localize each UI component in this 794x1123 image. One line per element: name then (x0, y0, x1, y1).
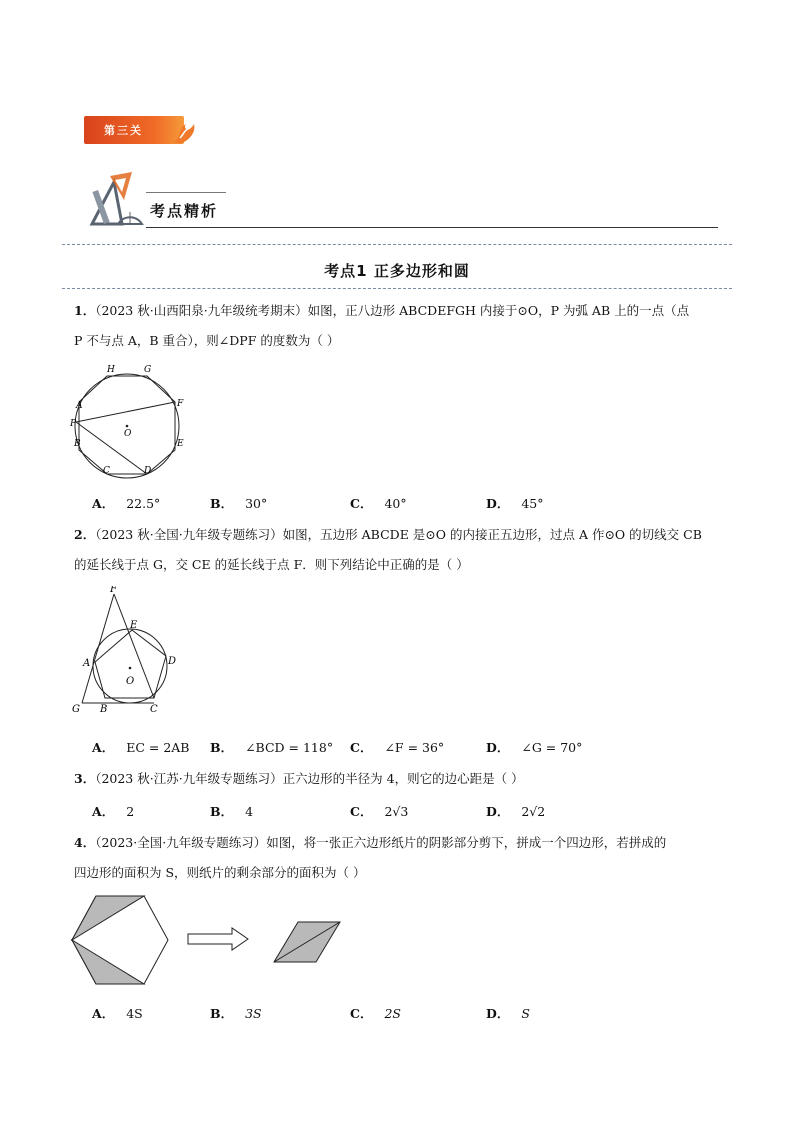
option-b[interactable]: B． 3S (210, 1006, 262, 1021)
question-2-pentagon-figure (68, 586, 188, 716)
option-a[interactable]: A． 2 (92, 804, 135, 819)
flame-swirl-icon (172, 116, 198, 146)
question-1-options (92, 494, 652, 512)
label-C: C (103, 466, 110, 476)
question-2-line-1 (74, 526, 702, 544)
question-1-number: 1． (74, 303, 96, 318)
question-2-line-2 (74, 556, 469, 574)
section-header (84, 168, 718, 230)
question-3-number: 3． (74, 771, 96, 786)
option-d[interactable]: D． ∠G = 70° (486, 740, 583, 755)
label-G: G (144, 365, 152, 375)
geometry-tools-icon (84, 168, 144, 230)
question-4-line-2 (74, 864, 366, 882)
option-d[interactable]: D． 2√2 (486, 804, 546, 819)
option-d[interactable]: D． S (486, 1006, 530, 1021)
header-rule (146, 227, 718, 228)
question-1-text-1: （2023 秋·山西阳泉·九年级统考期末）如图，正八边形 ABCDEFGH 内接于⊙O，P 为弧 AB 上的一点（点 (95, 303, 690, 318)
question-1-octagon-figure (70, 360, 194, 480)
option-d[interactable]: D． 45° (486, 496, 544, 511)
option-c[interactable]: C． 40° (350, 496, 407, 511)
label-E2: E (130, 620, 138, 631)
label-O2: O (126, 676, 135, 687)
dashed-divider-top (62, 244, 732, 245)
question-2-text-1: （2023 秋·全国·九年级专题练习）如图，五边形 ABCDE 是⊙O 的内接正五边形，过点 A 作⊙O 的切线交 CB (95, 527, 702, 542)
question-4-hexagon-figure (70, 894, 350, 990)
label-O: O (124, 429, 132, 439)
topic-title: 考点1 正多边形和圆 (324, 262, 470, 280)
header-thin-rule (146, 192, 226, 193)
option-c[interactable]: C． 2√3 (350, 804, 409, 819)
label-A: A (76, 401, 83, 411)
section-title: 考点精析 (150, 202, 219, 220)
dashed-divider-bottom (62, 288, 732, 289)
label-B2: B (100, 704, 108, 715)
question-3-options (92, 802, 652, 820)
option-b[interactable]: B． 30° (210, 496, 268, 511)
label-G2: G (72, 704, 80, 715)
question-3-line-1 (74, 770, 524, 788)
question-1-line-1 (74, 302, 689, 320)
question-4-number: 4． (74, 835, 96, 850)
label-F: F (177, 399, 184, 409)
banner-label: 第三关 (104, 124, 143, 137)
question-4-text-2: 四边形的面积为 S，则纸片的剩余部分的面积为（ ） (74, 865, 366, 880)
option-c[interactable]: C． 2S (350, 1006, 401, 1021)
label-D: D (144, 466, 152, 476)
question-1-text-2: P 不与点 A，B 重合），则∠DPF 的度数为（ ） (74, 333, 340, 348)
label-P: P (70, 419, 77, 429)
label-B: B (74, 439, 81, 449)
question-1-line-2 (74, 332, 339, 350)
label-F2: F (110, 586, 117, 595)
question-2-text-2: 的延长线于点 G，交 CE 的延长线于点 F．则下列结论中正确的是（ ） (74, 557, 469, 572)
question-4-line-1 (74, 834, 666, 852)
question-3-text-1: （2023 秋·江苏·九年级专题练习）正六边形的半径为 4，则它的边心距是（ ） (95, 771, 524, 786)
label-E: E (177, 439, 184, 449)
option-b[interactable]: B． 4 (210, 804, 254, 819)
label-H: H (107, 365, 115, 375)
level-banner (84, 116, 196, 148)
question-2-options (92, 738, 652, 756)
option-a[interactable]: A． 4S (92, 1006, 143, 1021)
label-C2: C (150, 704, 158, 715)
option-a[interactable]: A． 22.5° (92, 496, 161, 511)
option-a[interactable]: A． EC = 2AB (92, 740, 190, 755)
question-4-options (92, 1004, 652, 1022)
question-2-number: 2． (74, 527, 96, 542)
option-b[interactable]: B． ∠BCD = 118° (210, 740, 334, 755)
label-A2: A (83, 658, 91, 669)
label-D2: D (168, 656, 177, 667)
option-c[interactable]: C． ∠F = 36° (350, 740, 445, 755)
question-4-text-1: （2023·全国·九年级专题练习）如图，将一张正六边形纸片的阴影部分剪下，拼成一个四边形，若拼成的 (95, 835, 667, 850)
